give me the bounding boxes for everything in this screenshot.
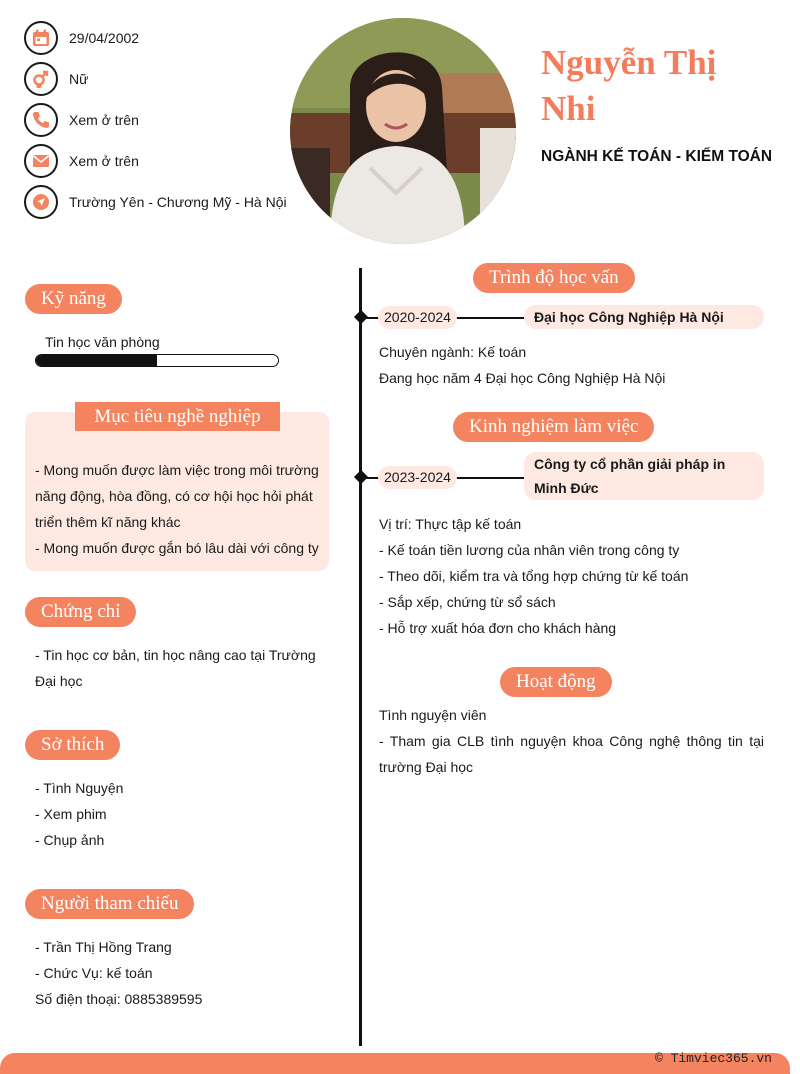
- experience-line: - Sắp xếp, chứng từ sổ sách: [379, 594, 556, 610]
- education-line: Chuyên ngành: Kế toán: [379, 344, 527, 360]
- experience-company: Công ty cổ phần giải pháp in Minh Đức: [524, 452, 764, 500]
- reference-line: - Chức Vụ: kế toán: [35, 965, 153, 981]
- activities-text: [379, 702, 764, 780]
- skill-progress-fill: [36, 355, 157, 366]
- experience-line: - Hỗ trợ xuất hóa đơn cho khách hàng: [379, 620, 617, 636]
- hobbies-heading: Sở thích: [25, 730, 120, 760]
- hobby-line: - Xem phim: [35, 806, 107, 822]
- contact-gender: [24, 63, 287, 95]
- reference-line: Số điện thoại: 0885389595: [35, 991, 203, 1007]
- education-line: Đang học năm 4 Đại học Công Nghiệp Hà Nội: [379, 370, 666, 386]
- reference-line: - Trần Thị Hồng Trang: [35, 939, 172, 955]
- skills-heading: Kỹ năng: [25, 284, 122, 314]
- education-school: Đại học Công Nghiệp Hà Nội: [524, 305, 764, 329]
- birthday-text: 29/04/2002: [69, 30, 140, 46]
- skill-progress-bar: [35, 354, 279, 367]
- experience-line: Vị trí: Thực tập kế toán: [379, 516, 522, 532]
- location-icon: [24, 185, 58, 219]
- email-icon: [24, 144, 58, 178]
- contact-email: [24, 145, 287, 177]
- career-goal-text: [35, 457, 320, 561]
- name-line-1: Nguyễn Thị: [541, 43, 717, 82]
- career-goal-line: - Mong muốn được gắn bó lâu dài với công ty: [35, 540, 319, 556]
- gender-text: Nữ: [69, 71, 89, 87]
- career-goal-line: - Mong muốn được làm việc trong môi trường năng động, hòa đồng, có cơ hội học hỏi phát triển thêm kĩ năng khác: [35, 462, 319, 530]
- contact-list: [24, 22, 287, 227]
- name-line-2: Nhi: [541, 89, 596, 128]
- references-heading: Người tham chiếu: [25, 889, 194, 919]
- education-period: 2020-2024: [378, 306, 457, 329]
- hobbies-text: [35, 775, 325, 853]
- career-goal-heading: Mục tiêu nghề nghiệp: [75, 402, 280, 431]
- skill-label: Tin học văn phòng: [45, 334, 160, 350]
- address-text: Trường Yên - Chương Mỹ - Hà Nội: [69, 194, 287, 210]
- hobby-line: - Chụp ảnh: [35, 832, 105, 848]
- experience-period: 2023-2024: [378, 466, 457, 489]
- job-title: NGÀNH KẾ TOÁN - KIỂM TOÁN: [541, 148, 773, 165]
- certificates-heading: Chứng chỉ: [25, 597, 136, 627]
- phone-text: Xem ở trên: [69, 112, 139, 128]
- footer-credit: © Timviec365.vn: [654, 1051, 772, 1066]
- candidate-name: [541, 40, 771, 132]
- activity-line: Tình nguyện viên: [379, 707, 487, 723]
- phone-icon: [24, 103, 58, 137]
- profile-photo: [290, 18, 516, 244]
- hobby-line: - Tình Nguyện: [35, 780, 124, 796]
- gender-icon: [24, 62, 58, 96]
- certificate-line: - Tin học cơ bản, tin học nâng cao tại Trường Đại học: [35, 647, 316, 689]
- activities-heading: Hoạt động: [500, 667, 612, 697]
- education-heading: Trình độ học vấn: [473, 263, 635, 293]
- contact-phone: [24, 104, 287, 136]
- email-text: Xem ở trên: [69, 153, 139, 169]
- references-text: [35, 934, 325, 1012]
- certificates-text: [35, 642, 325, 694]
- experience-text: [379, 511, 765, 641]
- experience-heading: Kinh nghiệm làm việc: [453, 412, 654, 442]
- experience-line: - Theo dõi, kiểm tra và tổng hợp chứng từ kế toán: [379, 568, 689, 584]
- calendar-icon: [24, 21, 58, 55]
- timeline-line: [359, 268, 362, 1046]
- contact-address: [24, 186, 287, 218]
- activity-line: - Tham gia CLB tình nguyện khoa Công nghệ thông tin tại trường Đại học: [379, 733, 764, 775]
- experience-line: - Kế toán tiền lương của nhân viên trong công ty: [379, 542, 680, 558]
- contact-birthday: [24, 22, 287, 54]
- education-text: [379, 339, 765, 391]
